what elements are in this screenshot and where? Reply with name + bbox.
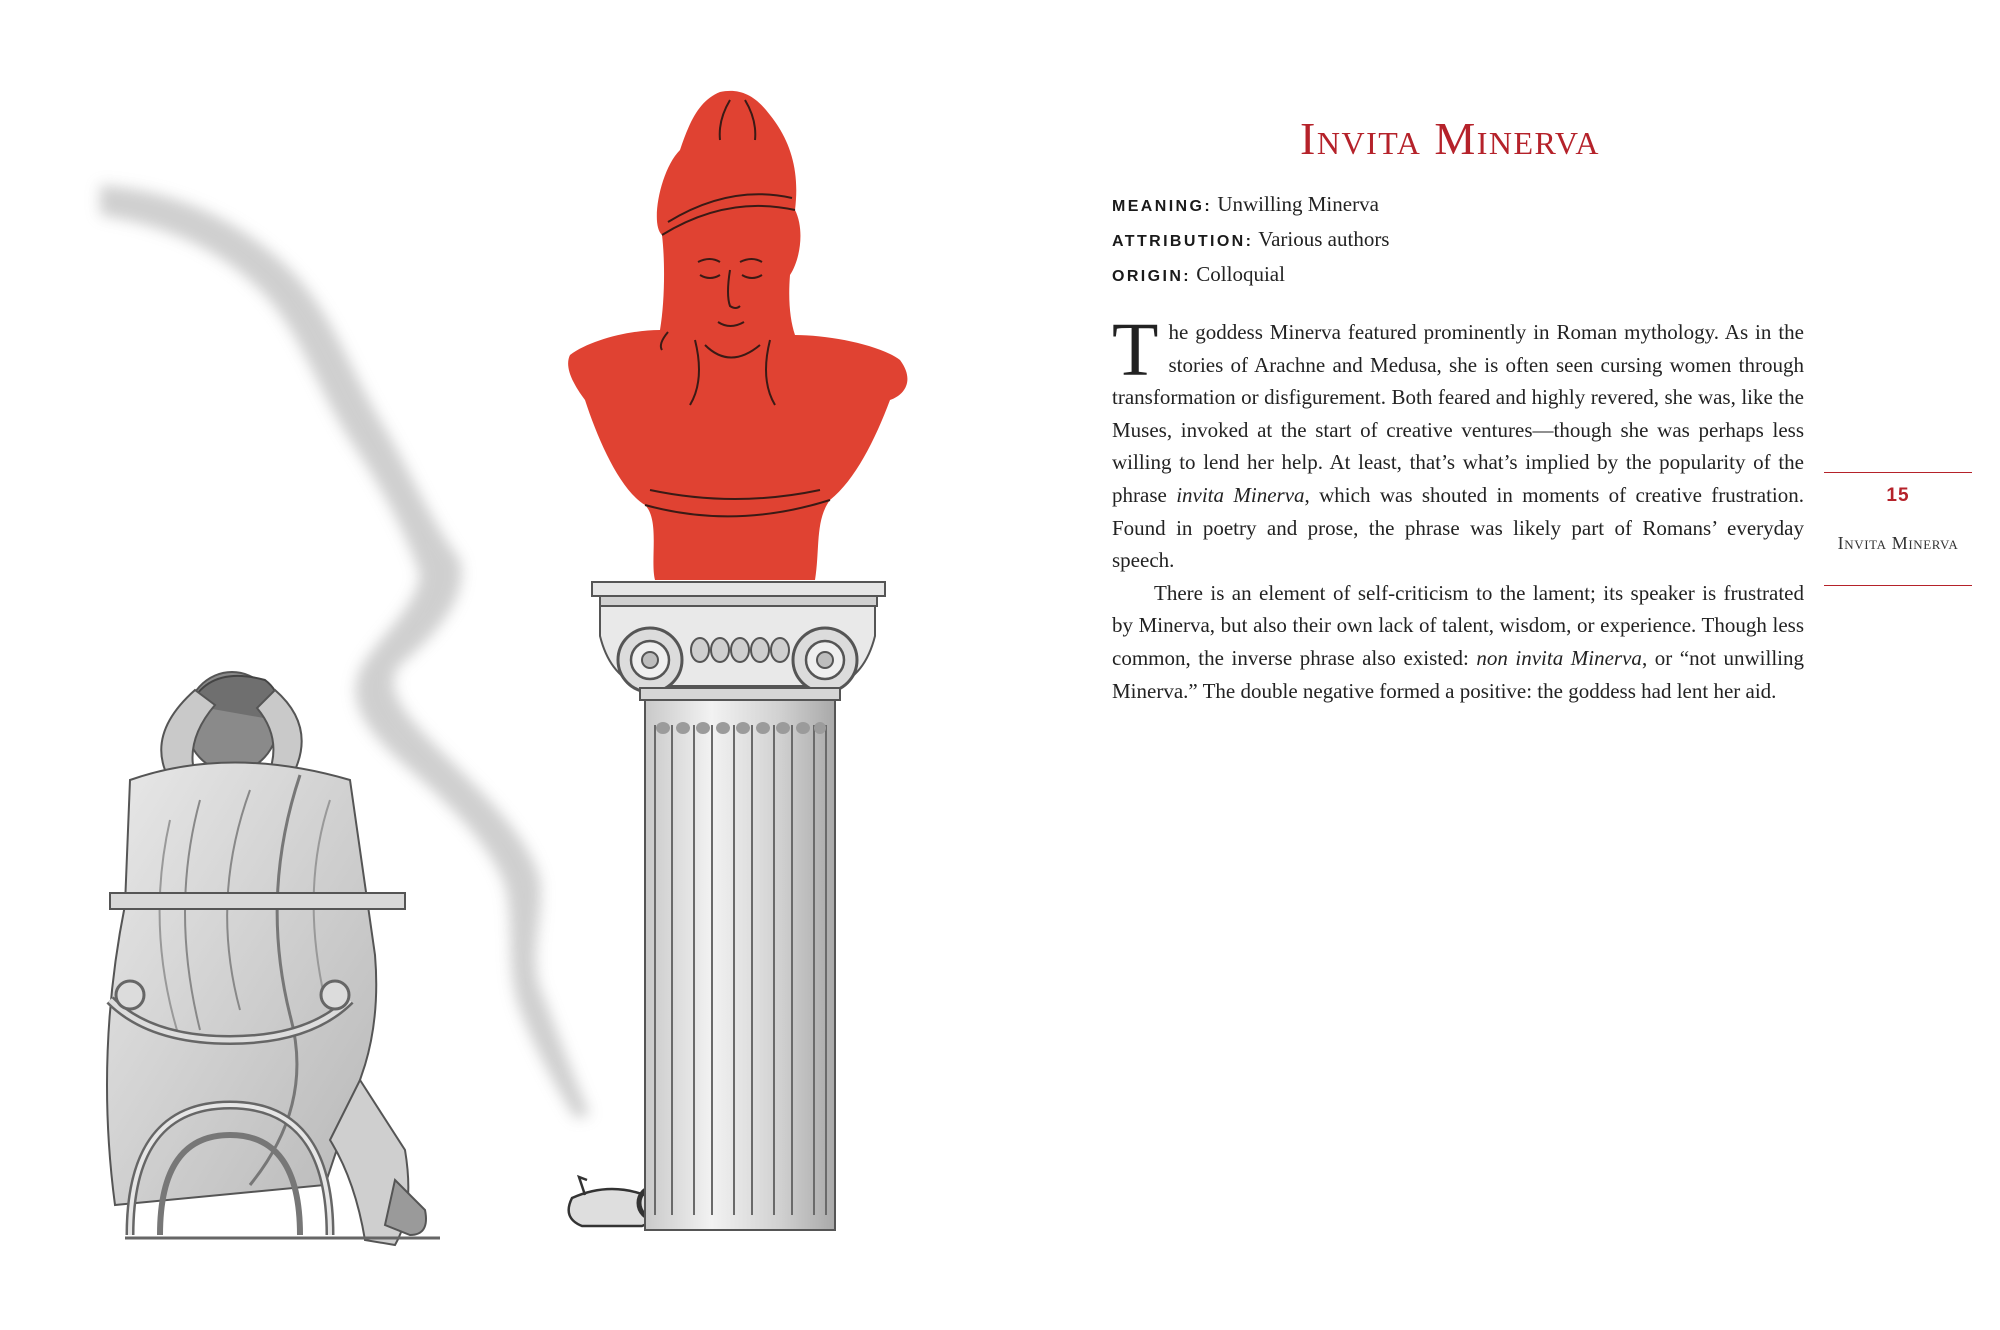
attribution-value: Various authors (1258, 227, 1390, 251)
drop-cap: T (1112, 308, 1159, 392)
meaning-label: MEANING: (1112, 198, 1213, 215)
paragraph-1-text: he goddess Minerva featured prominently in Roman mythology. As in the stories of Arachne and Medusa, she is often seen cursing women through transformation or disfigurement. Both feared and highly revered, she was, like the Muses, invoked at the start of creative ventures—though she was perhaps less willing to lend her help. At least, that’s what’s implied by the popularity of the phrase (1112, 320, 1804, 507)
origin-label: ORIGIN: (1112, 268, 1192, 285)
paragraph-2-text: There is an element of self-criticism to the lament; its speaker is frustrated by Minerva, but also their own lack of talent, wisdom, or experience. Though less common, the inverse phrase also existed: (1112, 580, 1804, 670)
paragraph-1-tail: , which was shouted in moments of creative frustration. Found in poetry and prose, the phrase was likely part of Romans’ everyday speech. (1112, 482, 1805, 573)
attribution-label: ATTRIBUTION: (1112, 233, 1254, 250)
minerva-bust (568, 91, 907, 580)
paragraph-1 (1112, 308, 1805, 577)
entry-body (1112, 308, 1805, 707)
origin-row (1112, 258, 1812, 293)
meaning-value: Unwilling Minerva (1217, 192, 1379, 216)
ionic-column (592, 582, 885, 1230)
margin-rule-bottom (1824, 585, 1972, 586)
seated-figure (107, 672, 440, 1245)
meaning-row (1112, 188, 1812, 223)
margin-rule-top (1824, 472, 1972, 473)
paragraph-2 (1112, 577, 1804, 707)
attribution-row (1112, 223, 1812, 258)
paragraph-2-tail: , or “not unwilling Minerva.” The double negative formed a positive: the goddess had lent her aid. (1112, 645, 1805, 703)
page-number: 15 (1886, 485, 1910, 506)
phrase-invita-minerva: invita Minerva (1176, 482, 1305, 507)
entry-metadata (1112, 188, 1812, 293)
entry-title: Invita Minerva (1300, 113, 1600, 164)
running-head: Invita Minerva (1837, 533, 1959, 553)
origin-value: Colloquial (1196, 262, 1285, 286)
phrase-non-invita-minerva: non invita Minerva (1476, 645, 1642, 670)
